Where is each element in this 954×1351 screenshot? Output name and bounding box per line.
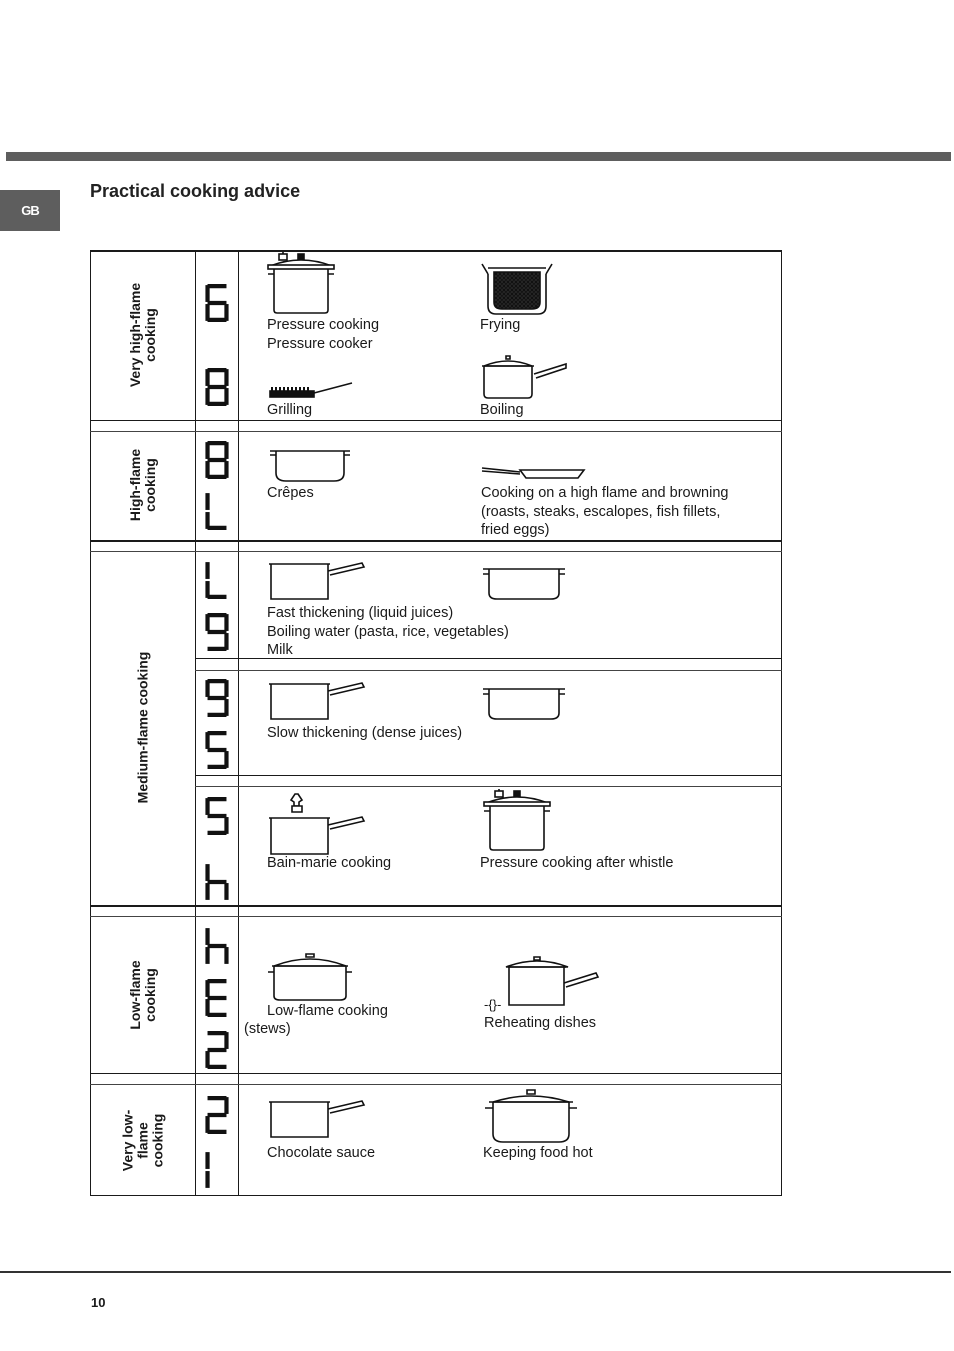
item-label: Grilling: [267, 402, 313, 418]
item-label: Bain-marie cooking: [267, 855, 392, 871]
item-label: Pressure cooking Pressure cooker: [267, 317, 380, 352]
section-label-line: flame: [134, 1122, 151, 1159]
item-label: (stews): [244, 1021, 291, 1037]
bain-marie-icon: [266, 792, 368, 858]
flame-level-digit: [205, 678, 229, 718]
item-label: Chocolate sauce: [267, 1145, 376, 1161]
section-label-line: Very low-: [119, 1109, 136, 1172]
saucepan-icon: [266, 1099, 368, 1141]
section-label: Medium-flame cooking: [134, 651, 151, 804]
lidded-casserole-icon: [266, 952, 354, 1004]
flame-level-digit: [205, 612, 229, 652]
crepe-pan-icon: [266, 445, 354, 485]
flame-level-digit: [205, 796, 229, 836]
flame-level-digit: [205, 926, 229, 966]
saucepan-icon: [266, 681, 368, 723]
item-label: Pressure cooking after whistle: [480, 855, 674, 871]
item-label: Cooking on a high flame and browning (roasts, steaks, escalopes, fish fillets, fried eggs): [481, 485, 729, 538]
flame-level-digit: [205, 491, 229, 531]
casserole-icon: [481, 685, 569, 723]
item-label: Fast thickening (liquid juices) Boiling water (pasta, rice, vegetables) Milk: [267, 605, 509, 658]
grill-pan-icon: [266, 378, 356, 400]
flame-level-digit: [205, 862, 229, 902]
flame-level-digit: [205, 1095, 229, 1135]
item-label: Boiling: [480, 402, 524, 418]
section-label: [121, 1091, 166, 1191]
flame-level-digit: [205, 1030, 229, 1070]
item-label: Reheating dishes: [484, 1015, 597, 1031]
flame-level-digit: [205, 1150, 229, 1190]
pressure-cooker-icon: [266, 252, 336, 316]
frying-basket-icon: [480, 262, 554, 318]
large-lidded-pot-icon: [483, 1088, 579, 1144]
flame-level-digit: [205, 283, 229, 323]
section-label-line: cooking: [149, 1113, 166, 1168]
item-label: Crêpes: [267, 485, 314, 501]
section-label: Low-flame cooking: [127, 960, 158, 1030]
item-label: Low-flame cooking: [267, 1003, 388, 1019]
item-label: Keeping food hot: [483, 1145, 593, 1161]
language-tab: GB: [0, 190, 60, 231]
page-title: Practical cooking advice: [90, 181, 301, 201]
flame-level-digit: [205, 367, 229, 407]
flame-level-digit: [205, 730, 229, 770]
item-label: Slow thickening (dense juices): [267, 725, 463, 741]
saucepan-icon: [266, 561, 368, 603]
boiling-pot-icon: [478, 354, 570, 400]
casserole-icon: [481, 565, 569, 603]
flame-level-digit: [205, 560, 229, 600]
page-number: 10: [91, 1295, 106, 1310]
flame-level-digit: [205, 440, 229, 480]
item-label: Frying: [480, 317, 521, 333]
section-label: High-flame cooking: [127, 448, 158, 522]
item-label: -{}-: [484, 997, 502, 1012]
pressure-cooker-icon: [482, 789, 552, 853]
flame-level-digit: [205, 978, 229, 1018]
section-label: Very high-flame cooking: [127, 282, 158, 388]
lidded-saucepan-icon: [504, 955, 602, 1007]
frying-pan-icon: [480, 465, 588, 481]
footer-rule: [0, 1271, 951, 1273]
